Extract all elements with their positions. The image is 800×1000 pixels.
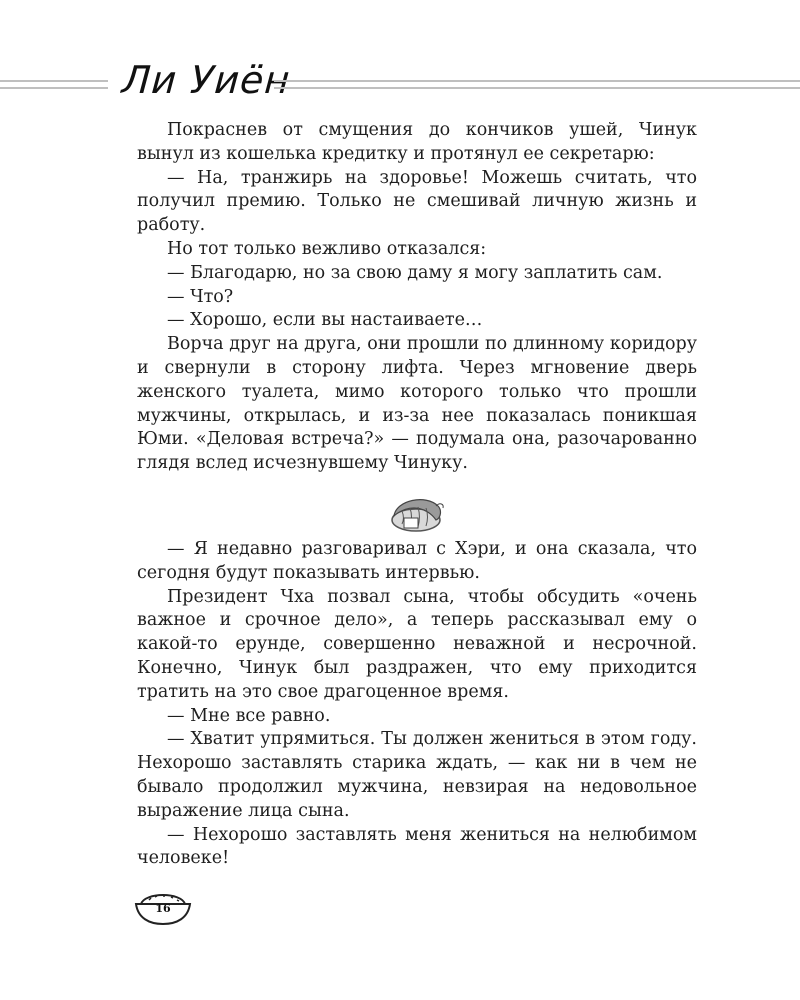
running-header <box>0 58 800 108</box>
paragraph: — Хорошо, если вы настаиваете… <box>167 310 483 331</box>
paragraph: Ворча друг на друга, они прошли по длинному коридору и свернули в сторону лифта. Через мгновение дверь женского туалета, мимо которого только что прошли мужчины, открылась, и из-за нее показалась поникшая Юми. «Деловая встреча?» — подумала она, разочарованно глядя вслед исчезнувшему Чинуку. <box>137 334 697 474</box>
paragraph: — Мне все равно. <box>167 705 331 726</box>
paragraph: — Я недавно разговаривал с Хэри, и она сказала, что сегодня будут показывать интервью. <box>137 539 697 583</box>
header-rule-right <box>274 80 800 82</box>
shrimp-sushi-icon <box>386 492 446 536</box>
page-number: 16 <box>155 902 171 915</box>
paragraph: — На, транжирь на здоровье! Можешь считать, что получил премию. Только не смешивай личную жизнь и работу. <box>137 167 697 236</box>
paragraph: — Нехорошо заставлять меня жениться на нелюбимом человеке! <box>137 824 697 869</box>
author-name: Ли Уиён <box>120 58 292 102</box>
paragraph: — Хватит упрямиться. Ты должен жениться в этом году. Нехорошо заставлять старика ждать, — как ни в чем не бывало продолжил мужчина, невзирая на недовольное выражение лица сына. <box>137 729 697 821</box>
paragraph: Покраснев от смущения до кончиков ушей, Чинук вынул из кошелька кредитку и протянул ее секретарю: <box>137 120 697 164</box>
paragraph: — Благодарю, но за свою даму я могу заплатить сам. <box>167 262 663 283</box>
page-number-badge <box>133 888 193 928</box>
paragraph: Но тот только вежливо отказался: <box>167 238 487 259</box>
header-rule-left <box>0 80 108 82</box>
text-section-1 <box>137 119 697 476</box>
text-section-2 <box>137 538 697 871</box>
paragraph: Президент Чха позвал сына, чтобы обсудить «очень важное и срочное дело», а теперь рассказывал ему о какой-то ерунде, совершенно неважной и несрочной. Конечно, Чинук был раздражен, что ему приходится тратить на это свое драгоценное время. <box>137 586 697 702</box>
paragraph: — Что? <box>167 286 234 307</box>
